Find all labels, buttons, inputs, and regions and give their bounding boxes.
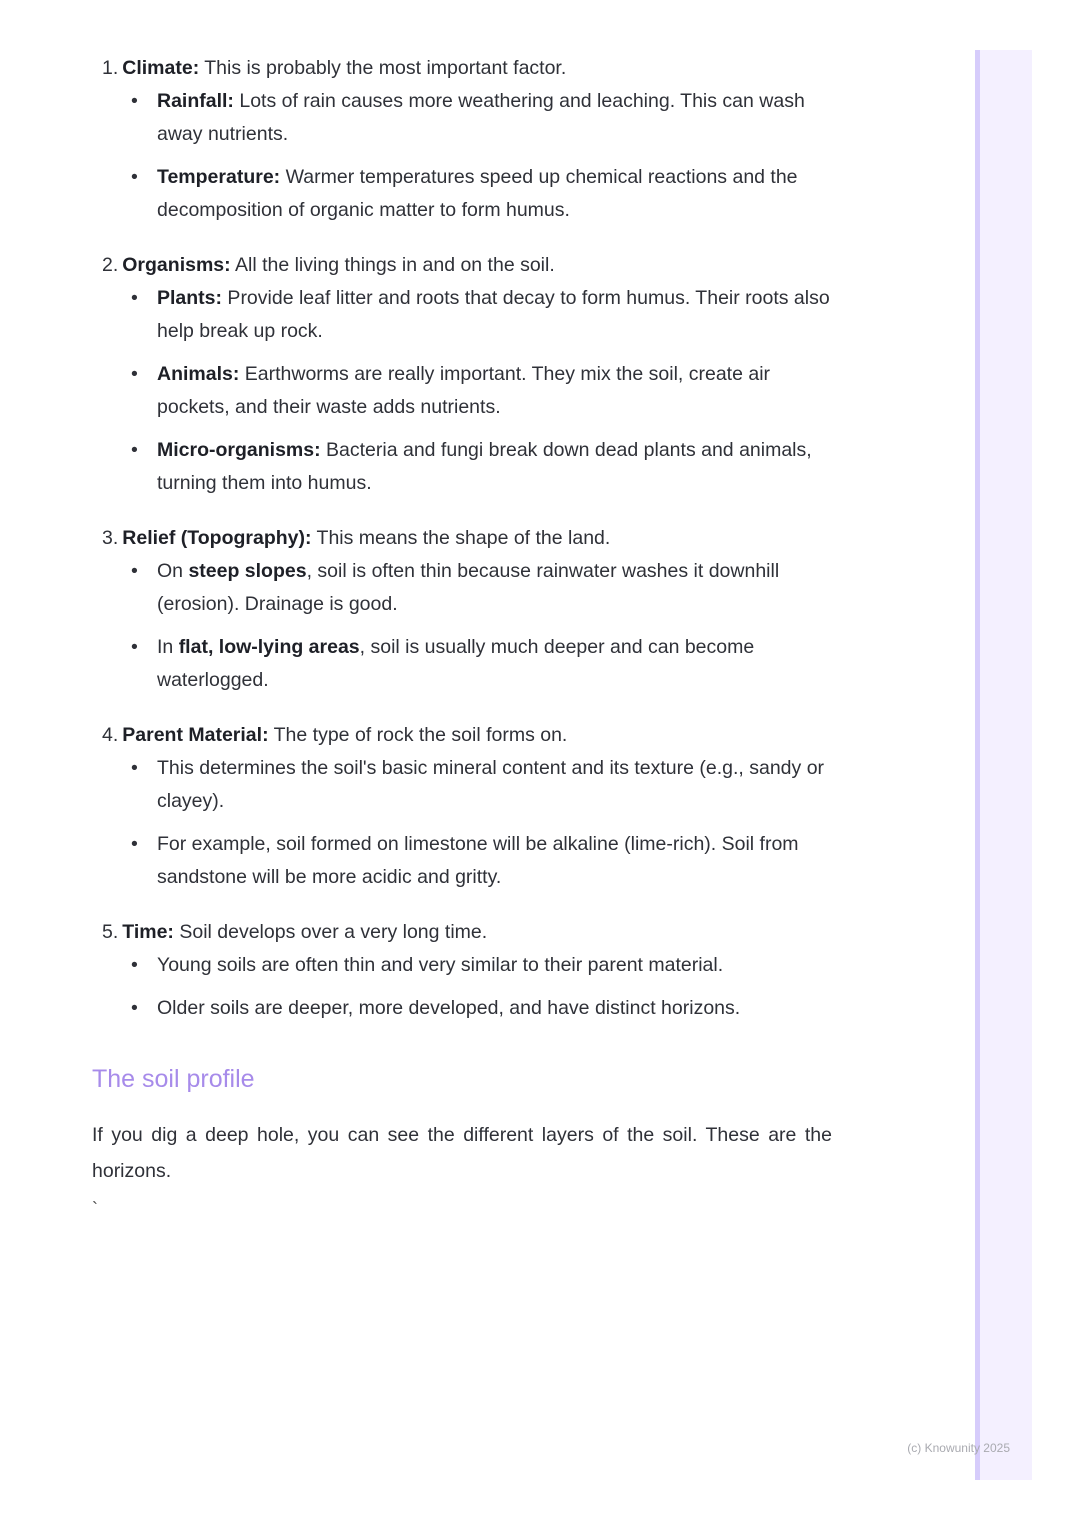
- bullet-icon: •: [131, 363, 138, 385]
- list-item: [92, 949, 832, 982]
- list-item: [92, 992, 832, 1025]
- bullet-text-pre: Older soils are deeper, more developed, and have distinct horizons.: [157, 997, 741, 1019]
- bullet-text-post: , soil is often thin because rainwater washes it downhill (erosion). Drainage is good.: [157, 560, 780, 615]
- factor-bullet-list: [92, 282, 832, 500]
- bullet-text-pre: Young soils are often thin and very similar to their parent material.: [157, 954, 724, 976]
- factor-heading: [92, 52, 832, 85]
- factor-label: Climate:: [122, 57, 200, 79]
- factor-number: 4.: [102, 724, 119, 746]
- bullet-text-bold: steep slopes: [188, 560, 307, 582]
- factor-organisms: [92, 249, 832, 500]
- factor-description: All the living things in and on the soil.: [230, 254, 555, 276]
- factor-heading: [92, 719, 832, 752]
- bullet-icon: •: [131, 560, 138, 582]
- bullet-icon: •: [131, 954, 138, 976]
- factor-label: Relief (Topography):: [122, 527, 312, 549]
- factor-relief: [92, 522, 832, 697]
- bullet-text-pre: For example, soil formed on limestone will be alkaline (lime-rich). Soil from sandstone will be more acidic and gritty.: [157, 833, 799, 888]
- factor-number: 5.: [102, 921, 119, 943]
- list-item: [92, 752, 832, 818]
- factor-label: Time:: [122, 921, 174, 943]
- bullet-text-pre: In: [157, 636, 179, 658]
- bullet-icon: •: [131, 166, 138, 188]
- factor-label: Organisms:: [122, 254, 231, 276]
- factor-label: Parent Material:: [122, 724, 269, 746]
- factor-climate: [92, 52, 832, 227]
- factor-number: 1.: [102, 57, 119, 79]
- factor-description: The type of rock the soil forms on.: [268, 724, 568, 746]
- factor-bullet-list: [92, 555, 832, 697]
- list-item: [92, 555, 832, 621]
- bullet-text-pre: On: [157, 560, 189, 582]
- bullet-text-post: Lots of rain causes more weathering and leaching. This can wash away nutrients.: [157, 90, 805, 145]
- bullet-text-bold: flat, low-lying areas: [178, 636, 360, 658]
- bullet-text-bold: Rainfall:: [157, 90, 234, 112]
- list-item: [92, 828, 832, 894]
- factor-description: This means the shape of the land.: [311, 527, 611, 549]
- bullet-icon: •: [131, 757, 138, 779]
- list-item: [92, 85, 832, 151]
- bullet-text-bold: Plants:: [157, 287, 223, 309]
- list-item: [92, 358, 832, 424]
- side-margin-bar: [975, 50, 1032, 1480]
- section-heading: The soil profile: [92, 1065, 255, 1093]
- list-item: [92, 282, 832, 348]
- bullet-icon: •: [131, 90, 138, 112]
- factor-parent-material: [92, 719, 832, 894]
- list-item: [92, 434, 832, 500]
- bullet-text-bold: Temperature:: [157, 166, 281, 188]
- factor-number: 2.: [102, 254, 119, 276]
- copyright-footer: (c) Knowunity 2025: [907, 1441, 1010, 1455]
- bullet-icon: •: [131, 833, 138, 855]
- factor-heading: [92, 916, 832, 949]
- factor-description: This is probably the most important factor.: [199, 57, 567, 79]
- stray-mark: `: [92, 1199, 98, 1219]
- section-paragraph: If you dig a deep hole, you can see the different layers of the soil. These are the horizons.: [92, 1124, 832, 1182]
- factor-bullet-list: [92, 85, 832, 227]
- bullet-icon: •: [131, 997, 138, 1019]
- bullet-text-pre: This determines the soil's basic mineral content and its texture (e.g., sandy or clayey).: [157, 757, 825, 812]
- bullet-text-bold: Micro-organisms:: [157, 439, 321, 461]
- factor-description: Soil develops over a very long time.: [173, 921, 488, 943]
- factor-heading: [92, 249, 832, 282]
- bullet-text-bold: Animals:: [157, 363, 240, 385]
- factor-number: 3.: [102, 527, 119, 549]
- factor-time: [92, 916, 832, 1025]
- bullet-text-post: , soil is usually much deeper and can become waterlogged.: [157, 636, 755, 691]
- bullet-text-post: Warmer temperatures speed up chemical reactions and the decomposition of organic matter to form humus.: [157, 166, 798, 221]
- bullet-text-post: Bacteria and fungi break down dead plants and animals, turning them into humus.: [157, 439, 812, 494]
- bullet-icon: •: [131, 287, 138, 309]
- document-content: [92, 52, 832, 1219]
- bullet-text-post: Provide leaf litter and roots that decay to form humus. Their roots also help break up rock.: [157, 287, 830, 342]
- list-item: [92, 161, 832, 227]
- factor-bullet-list: [92, 752, 832, 894]
- list-item: [92, 631, 832, 697]
- bullet-icon: •: [131, 636, 138, 658]
- factor-bullet-list: [92, 949, 832, 1025]
- factor-heading: [92, 522, 832, 555]
- bullet-icon: •: [131, 439, 138, 461]
- bullet-text-post: Earthworms are really important. They mix the soil, create air pockets, and their waste adds nutrients.: [157, 363, 771, 418]
